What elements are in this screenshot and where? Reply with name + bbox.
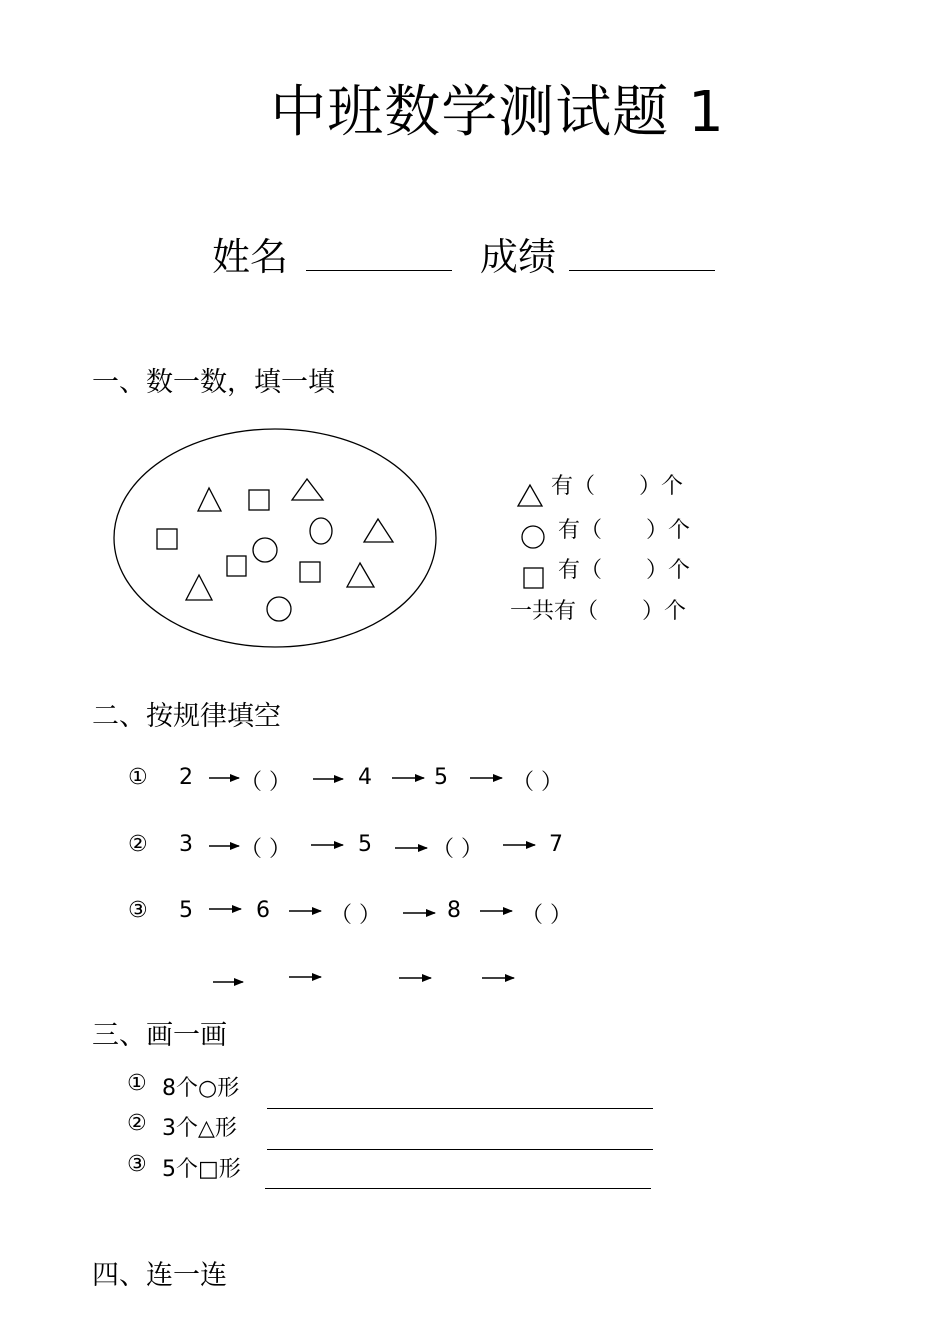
row-number: ① bbox=[127, 1071, 147, 1096]
name-label: 姓名 bbox=[212, 235, 289, 279]
row-number: ② bbox=[127, 1111, 147, 1136]
seq-item: 7 bbox=[549, 832, 563, 857]
section-3-heading: 三、画一画 bbox=[92, 1020, 227, 1051]
section-2-heading: 二、按规律填空 bbox=[92, 701, 281, 732]
seq-item: 5 bbox=[358, 832, 372, 857]
seq-blank[interactable]: （ ） bbox=[432, 837, 483, 862]
draw-instruction: 8个○形 bbox=[162, 1076, 240, 1101]
seq-blank[interactable]: （ ） bbox=[240, 837, 291, 862]
seq-item: 3 bbox=[179, 832, 193, 857]
draw-line[interactable] bbox=[267, 1108, 653, 1109]
seq-item: 2 bbox=[179, 765, 193, 790]
draw-instruction: 5个□形 bbox=[162, 1157, 241, 1182]
triangle-count-text: 有（ ）个 bbox=[551, 474, 684, 499]
section-4-heading: 四、连一连 bbox=[92, 1260, 227, 1291]
seq-item: 8 bbox=[447, 898, 461, 923]
seq-item: 6 bbox=[256, 898, 270, 923]
seq-blank[interactable]: （ ） bbox=[512, 770, 563, 795]
square-count-text: 有（ ）个 bbox=[558, 558, 691, 583]
seq-item: 5 bbox=[434, 765, 448, 790]
seq-blank[interactable]: （ ） bbox=[521, 903, 572, 928]
seq-item: 5 bbox=[179, 898, 193, 923]
row-number: ③ bbox=[128, 898, 148, 923]
total-count-text: 一共有（ ）个 bbox=[510, 599, 687, 624]
circle-count-text: 有（ ）个 bbox=[558, 518, 691, 543]
section-1-heading: 一、数一数，填一填 bbox=[92, 367, 335, 398]
row-number: ③ bbox=[127, 1152, 147, 1177]
seq-blank[interactable]: （ ） bbox=[330, 903, 381, 928]
draw-instruction: 3个△形 bbox=[162, 1116, 237, 1141]
row-number: ① bbox=[128, 765, 148, 790]
seq-item: 4 bbox=[358, 765, 372, 790]
draw-line[interactable] bbox=[267, 1149, 653, 1150]
seq-blank[interactable]: （ ） bbox=[240, 770, 291, 795]
score-label: 成绩 bbox=[480, 235, 557, 279]
row-number: ② bbox=[128, 832, 148, 857]
page-title: 中班数学测试题 1 bbox=[270, 80, 725, 145]
draw-line[interactable] bbox=[265, 1188, 651, 1189]
